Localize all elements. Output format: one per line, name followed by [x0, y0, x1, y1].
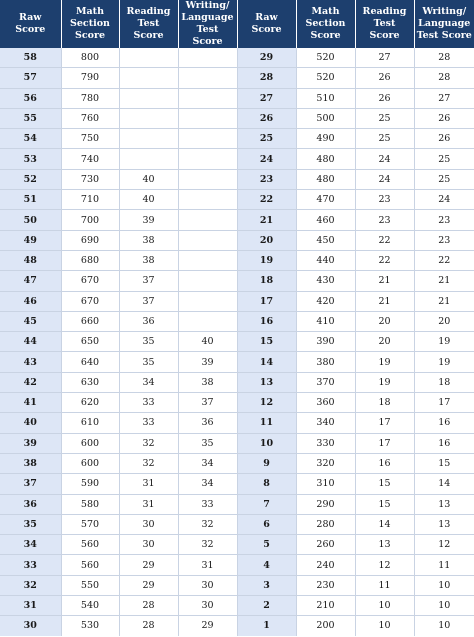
writing-score-cell	[178, 108, 237, 128]
raw-score-cell: 48	[0, 250, 61, 270]
writing-score-cell: 30	[178, 596, 237, 616]
writing-score-cell: 10	[414, 596, 474, 616]
reading-score-cell: 31	[119, 474, 178, 494]
reading-score-cell: 26	[355, 68, 414, 88]
writing-score-cell: 32	[178, 535, 237, 555]
math-score-cell: 260	[296, 535, 355, 555]
table-row	[0, 596, 474, 616]
table-row	[0, 616, 474, 636]
math-score-cell: 380	[296, 352, 355, 372]
writing-score-cell: 26	[414, 129, 474, 149]
raw-score-cell: 3	[237, 575, 296, 595]
reading-score-cell: 36	[119, 311, 178, 331]
raw-score-cell: 5	[237, 535, 296, 555]
reading-score-cell: 33	[119, 393, 178, 413]
writing-score-cell	[178, 190, 237, 210]
raw-score-cell: 4	[237, 555, 296, 575]
table-row	[0, 169, 474, 189]
raw-score-cell: 23	[237, 169, 296, 189]
reading-score-cell	[119, 129, 178, 149]
math-score-cell: 690	[61, 230, 119, 250]
math-score-cell: 660	[61, 311, 119, 331]
math-score-cell: 600	[61, 433, 119, 453]
writing-score-cell: 11	[414, 555, 474, 575]
writing-score-cell	[178, 250, 237, 270]
math-score-cell: 230	[296, 575, 355, 595]
math-score-cell: 470	[296, 190, 355, 210]
math-score-cell: 650	[61, 332, 119, 352]
raw-score-cell: 28	[237, 68, 296, 88]
reading-test-score-header: Reading Test Score	[355, 0, 414, 48]
raw-score-cell: 52	[0, 169, 61, 189]
writing-score-cell	[178, 210, 237, 230]
reading-score-cell: 33	[119, 413, 178, 433]
raw-score-cell: 7	[237, 494, 296, 514]
writing-language-test-score-header: Writing/ Language Test Score	[178, 0, 237, 48]
raw-score-cell: 22	[237, 190, 296, 210]
math-score-cell: 520	[296, 48, 355, 68]
math-score-cell: 290	[296, 494, 355, 514]
reading-score-cell: 20	[355, 311, 414, 331]
raw-score-cell: 20	[237, 230, 296, 250]
writing-score-cell: 25	[414, 149, 474, 169]
reading-score-cell: 32	[119, 433, 178, 453]
reading-score-cell: 28	[119, 596, 178, 616]
math-score-cell: 740	[61, 149, 119, 169]
math-score-cell: 530	[61, 616, 119, 636]
writing-language-test-score-header: Writing/ Language Test Score	[414, 0, 474, 48]
raw-score-cell: 33	[0, 555, 61, 575]
math-score-cell: 440	[296, 250, 355, 270]
writing-score-cell: 28	[414, 48, 474, 68]
raw-score-cell: 46	[0, 291, 61, 311]
math-section-score-header: Math Section Score	[61, 0, 119, 48]
table-row	[0, 190, 474, 210]
reading-score-cell: 10	[355, 596, 414, 616]
writing-score-cell: 39	[178, 352, 237, 372]
table-row	[0, 575, 474, 595]
table-row	[0, 514, 474, 534]
raw-score-cell: 56	[0, 88, 61, 108]
reading-score-cell: 17	[355, 413, 414, 433]
raw-score-cell: 58	[0, 48, 61, 68]
reading-score-cell	[119, 68, 178, 88]
writing-score-cell: 12	[414, 535, 474, 555]
math-score-cell: 760	[61, 108, 119, 128]
math-score-cell: 480	[296, 169, 355, 189]
math-score-cell: 450	[296, 230, 355, 250]
writing-score-cell	[178, 149, 237, 169]
writing-score-cell: 25	[414, 169, 474, 189]
reading-score-cell: 15	[355, 494, 414, 514]
raw-score-cell: 37	[0, 474, 61, 494]
raw-score-cell: 51	[0, 190, 61, 210]
math-score-cell: 630	[61, 372, 119, 392]
math-score-cell: 280	[296, 514, 355, 534]
writing-score-cell: 15	[414, 453, 474, 473]
math-score-cell: 620	[61, 393, 119, 413]
math-score-cell: 730	[61, 169, 119, 189]
table-row	[0, 332, 474, 352]
raw-score-cell: 34	[0, 535, 61, 555]
table-row	[0, 453, 474, 473]
writing-score-cell: 40	[178, 332, 237, 352]
writing-score-cell: 21	[414, 291, 474, 311]
reading-score-cell: 29	[119, 555, 178, 575]
writing-score-cell: 16	[414, 413, 474, 433]
reading-score-cell: 14	[355, 514, 414, 534]
table-row	[0, 535, 474, 555]
table-row	[0, 230, 474, 250]
raw-score-cell: 42	[0, 372, 61, 392]
writing-score-cell: 21	[414, 271, 474, 291]
reading-score-cell	[119, 108, 178, 128]
writing-score-cell: 35	[178, 433, 237, 453]
writing-score-cell: 30	[178, 575, 237, 595]
raw-score-cell: 11	[237, 413, 296, 433]
raw-score-cell: 15	[237, 332, 296, 352]
table-header-row	[0, 0, 474, 48]
table-row	[0, 352, 474, 372]
writing-score-cell: 23	[414, 210, 474, 230]
writing-score-cell: 14	[414, 474, 474, 494]
reading-score-cell: 37	[119, 271, 178, 291]
table-row	[0, 271, 474, 291]
table-row	[0, 291, 474, 311]
math-score-cell: 500	[296, 108, 355, 128]
writing-score-cell	[178, 88, 237, 108]
raw-score-cell: 18	[237, 271, 296, 291]
raw-score-cell: 43	[0, 352, 61, 372]
raw-score-cell: 24	[237, 149, 296, 169]
raw-score-header: Raw Score	[0, 0, 61, 48]
writing-score-cell: 38	[178, 372, 237, 392]
reading-score-cell: 23	[355, 210, 414, 230]
table-row	[0, 311, 474, 331]
raw-score-cell: 13	[237, 372, 296, 392]
math-score-cell: 210	[296, 596, 355, 616]
writing-score-cell: 36	[178, 413, 237, 433]
raw-score-cell: 47	[0, 271, 61, 291]
table-body	[0, 48, 474, 636]
reading-score-cell: 28	[119, 616, 178, 636]
raw-score-cell: 14	[237, 352, 296, 372]
math-score-cell: 590	[61, 474, 119, 494]
raw-score-cell: 6	[237, 514, 296, 534]
math-score-cell: 560	[61, 555, 119, 575]
writing-score-cell: 31	[178, 555, 237, 575]
table-row	[0, 68, 474, 88]
math-score-cell: 510	[296, 88, 355, 108]
writing-score-cell: 13	[414, 514, 474, 534]
reading-test-score-header: Reading Test Score	[119, 0, 178, 48]
writing-score-cell: 32	[178, 514, 237, 534]
reading-score-cell: 19	[355, 352, 414, 372]
math-score-cell: 600	[61, 453, 119, 473]
writing-score-cell: 10	[438, 620, 451, 632]
math-score-cell: 570	[61, 514, 119, 534]
raw-score-cell: 9	[237, 453, 296, 473]
writing-score-cell	[178, 129, 237, 149]
reading-score-cell: 12	[355, 555, 414, 575]
math-score-cell: 520	[296, 68, 355, 88]
writing-score-cell: 19	[414, 332, 474, 352]
writing-score-cell: 13	[414, 494, 474, 514]
reading-score-cell: 35	[119, 352, 178, 372]
writing-score-cell	[178, 48, 237, 68]
writing-score-cell	[178, 169, 237, 189]
table-row	[0, 393, 474, 413]
math-score-cell: 360	[296, 393, 355, 413]
math-score-cell: 310	[296, 474, 355, 494]
math-score-cell: 800	[61, 48, 119, 68]
math-score-cell: 340	[296, 413, 355, 433]
raw-score-cell: 39	[0, 433, 61, 453]
math-score-cell: 780	[61, 88, 119, 108]
writing-score-cell	[178, 68, 237, 88]
writing-score-cell: 16	[414, 433, 474, 453]
raw-score-cell: 16	[237, 311, 296, 331]
reading-score-cell: 37	[119, 291, 178, 311]
reading-score-cell: 24	[355, 169, 414, 189]
table-row	[0, 413, 474, 433]
raw-score-cell: 32	[0, 575, 61, 595]
reading-score-cell: 22	[355, 230, 414, 250]
math-score-cell: 330	[296, 433, 355, 453]
reading-score-cell: 18	[355, 393, 414, 413]
reading-score-cell: 30	[119, 514, 178, 534]
raw-score-cell: 38	[0, 453, 61, 473]
math-score-cell: 200	[296, 616, 355, 636]
math-section-score-header: Math Section Score	[296, 0, 355, 48]
table-row	[0, 129, 474, 149]
raw-score-cell: 19	[237, 250, 296, 270]
reading-score-cell: 34	[119, 372, 178, 392]
reading-score-cell	[119, 48, 178, 68]
writing-score-cell: 37	[178, 393, 237, 413]
reading-score-cell: 38	[119, 230, 178, 250]
reading-score-cell: 23	[355, 190, 414, 210]
raw-score-cell: 36	[0, 494, 61, 514]
reading-score-cell: 19	[355, 372, 414, 392]
reading-score-cell: 22	[355, 250, 414, 270]
raw-score-cell: 41	[0, 393, 61, 413]
math-score-cell: 370	[296, 372, 355, 392]
reading-score-cell: 16	[355, 453, 414, 473]
math-score-cell: 700	[61, 210, 119, 230]
raw-score-header: Raw Score	[237, 0, 296, 48]
reading-score-cell: 39	[119, 210, 178, 230]
reading-score-cell: 31	[119, 494, 178, 514]
table-row	[0, 433, 474, 453]
table-row	[0, 108, 474, 128]
reading-score-cell: 27	[355, 48, 414, 68]
reading-score-cell: 40	[119, 190, 178, 210]
math-score-cell: 680	[61, 250, 119, 270]
table-row	[0, 474, 474, 494]
reading-score-cell: 11	[355, 575, 414, 595]
raw-score-cell: 2	[237, 596, 296, 616]
raw-score-cell: 17	[237, 291, 296, 311]
writing-score-cell: 24	[414, 190, 474, 210]
math-score-cell: 750	[61, 129, 119, 149]
reading-score-cell: 20	[355, 332, 414, 352]
writing-score-cell: 34	[178, 453, 237, 473]
raw-score-cell: 31	[0, 596, 61, 616]
writing-score-cell: 18	[414, 372, 474, 392]
table-row	[0, 149, 474, 169]
math-score-cell: 420	[296, 291, 355, 311]
raw-score-cell: 10	[237, 433, 296, 453]
writing-score-cell	[178, 311, 237, 331]
raw-score-cell: 53	[0, 149, 61, 169]
raw-score-cell: 40	[0, 413, 61, 433]
raw-score-cell: 8	[237, 474, 296, 494]
math-score-cell: 240	[296, 555, 355, 575]
table-row	[0, 88, 474, 108]
reading-score-cell: 30	[119, 535, 178, 555]
math-score-cell: 430	[296, 271, 355, 291]
writing-score-cell	[178, 291, 237, 311]
math-score-cell: 490	[296, 129, 355, 149]
writing-score-cell: 23	[414, 230, 474, 250]
raw-score-cell: 55	[0, 108, 61, 128]
reading-score-cell	[119, 88, 178, 108]
table-row	[0, 555, 474, 575]
writing-score-cell: 19	[414, 352, 474, 372]
writing-score-cell: 29	[178, 616, 237, 636]
math-score-cell: 640	[61, 352, 119, 372]
math-score-cell: 390	[296, 332, 355, 352]
writing-score-cell: 33	[178, 494, 237, 514]
raw-score-cell: 26	[237, 108, 296, 128]
reading-score-cell: 24	[355, 149, 414, 169]
table-row	[0, 210, 474, 230]
raw-score-cell: 12	[237, 393, 296, 413]
math-score-cell: 580	[61, 494, 119, 514]
table-row	[0, 250, 474, 270]
reading-score-cell: 21	[355, 271, 414, 291]
raw-score-cell: 57	[0, 68, 61, 88]
writing-score-cell: 27	[414, 88, 474, 108]
math-score-cell: 710	[61, 190, 119, 210]
reading-score-cell: 35	[119, 332, 178, 352]
raw-score-cell: 35	[0, 514, 61, 534]
raw-score-cell: 21	[237, 210, 296, 230]
writing-score-cell: 17	[414, 393, 474, 413]
math-score-cell: 410	[296, 311, 355, 331]
raw-score-cell: 54	[0, 129, 61, 149]
writing-score-cell: 10	[414, 575, 474, 595]
math-score-cell: 670	[61, 271, 119, 291]
raw-score-cell: 49	[0, 230, 61, 250]
writing-score-cell: 22	[414, 250, 474, 270]
writing-score-cell: 34	[178, 474, 237, 494]
reading-score-cell: 15	[355, 474, 414, 494]
reading-score-cell: 10	[355, 616, 414, 636]
math-score-cell: 320	[296, 453, 355, 473]
raw-score-cell: 45	[0, 311, 61, 331]
writing-score-cell	[178, 271, 237, 291]
reading-score-cell: 17	[355, 433, 414, 453]
reading-score-cell: 13	[355, 535, 414, 555]
reading-score-cell: 25	[355, 108, 414, 128]
reading-score-cell: 25	[355, 129, 414, 149]
table-row	[0, 48, 474, 68]
reading-score-cell: 32	[119, 453, 178, 473]
writing-score-cell: 26	[414, 108, 474, 128]
reading-score-cell: 38	[119, 250, 178, 270]
math-score-cell: 460	[296, 210, 355, 230]
math-score-cell: 610	[61, 413, 119, 433]
raw-score-cell: 50	[0, 210, 61, 230]
reading-score-cell: 26	[355, 88, 414, 108]
raw-score-cell: 44	[0, 332, 61, 352]
math-score-cell: 540	[61, 596, 119, 616]
reading-score-cell: 21	[355, 291, 414, 311]
math-score-cell: 550	[61, 575, 119, 595]
math-score-cell: 670	[61, 291, 119, 311]
math-score-cell: 790	[61, 68, 119, 88]
reading-score-cell: 29	[119, 575, 178, 595]
math-score-cell: 480	[296, 149, 355, 169]
reading-score-cell	[119, 149, 178, 169]
raw-score-cell: 30	[0, 616, 61, 636]
reading-score-cell: 40	[119, 169, 178, 189]
writing-score-cell: 20	[414, 311, 474, 331]
table-row	[0, 494, 474, 514]
writing-score-cell	[178, 230, 237, 250]
raw-score-cell: 27	[237, 88, 296, 108]
math-score-cell: 560	[61, 535, 119, 555]
raw-score-cell: 25	[237, 129, 296, 149]
raw-score-cell: 1	[237, 616, 296, 636]
writing-score-cell: 28	[414, 68, 474, 88]
raw-score-cell: 29	[237, 48, 296, 68]
table-row	[0, 372, 474, 392]
